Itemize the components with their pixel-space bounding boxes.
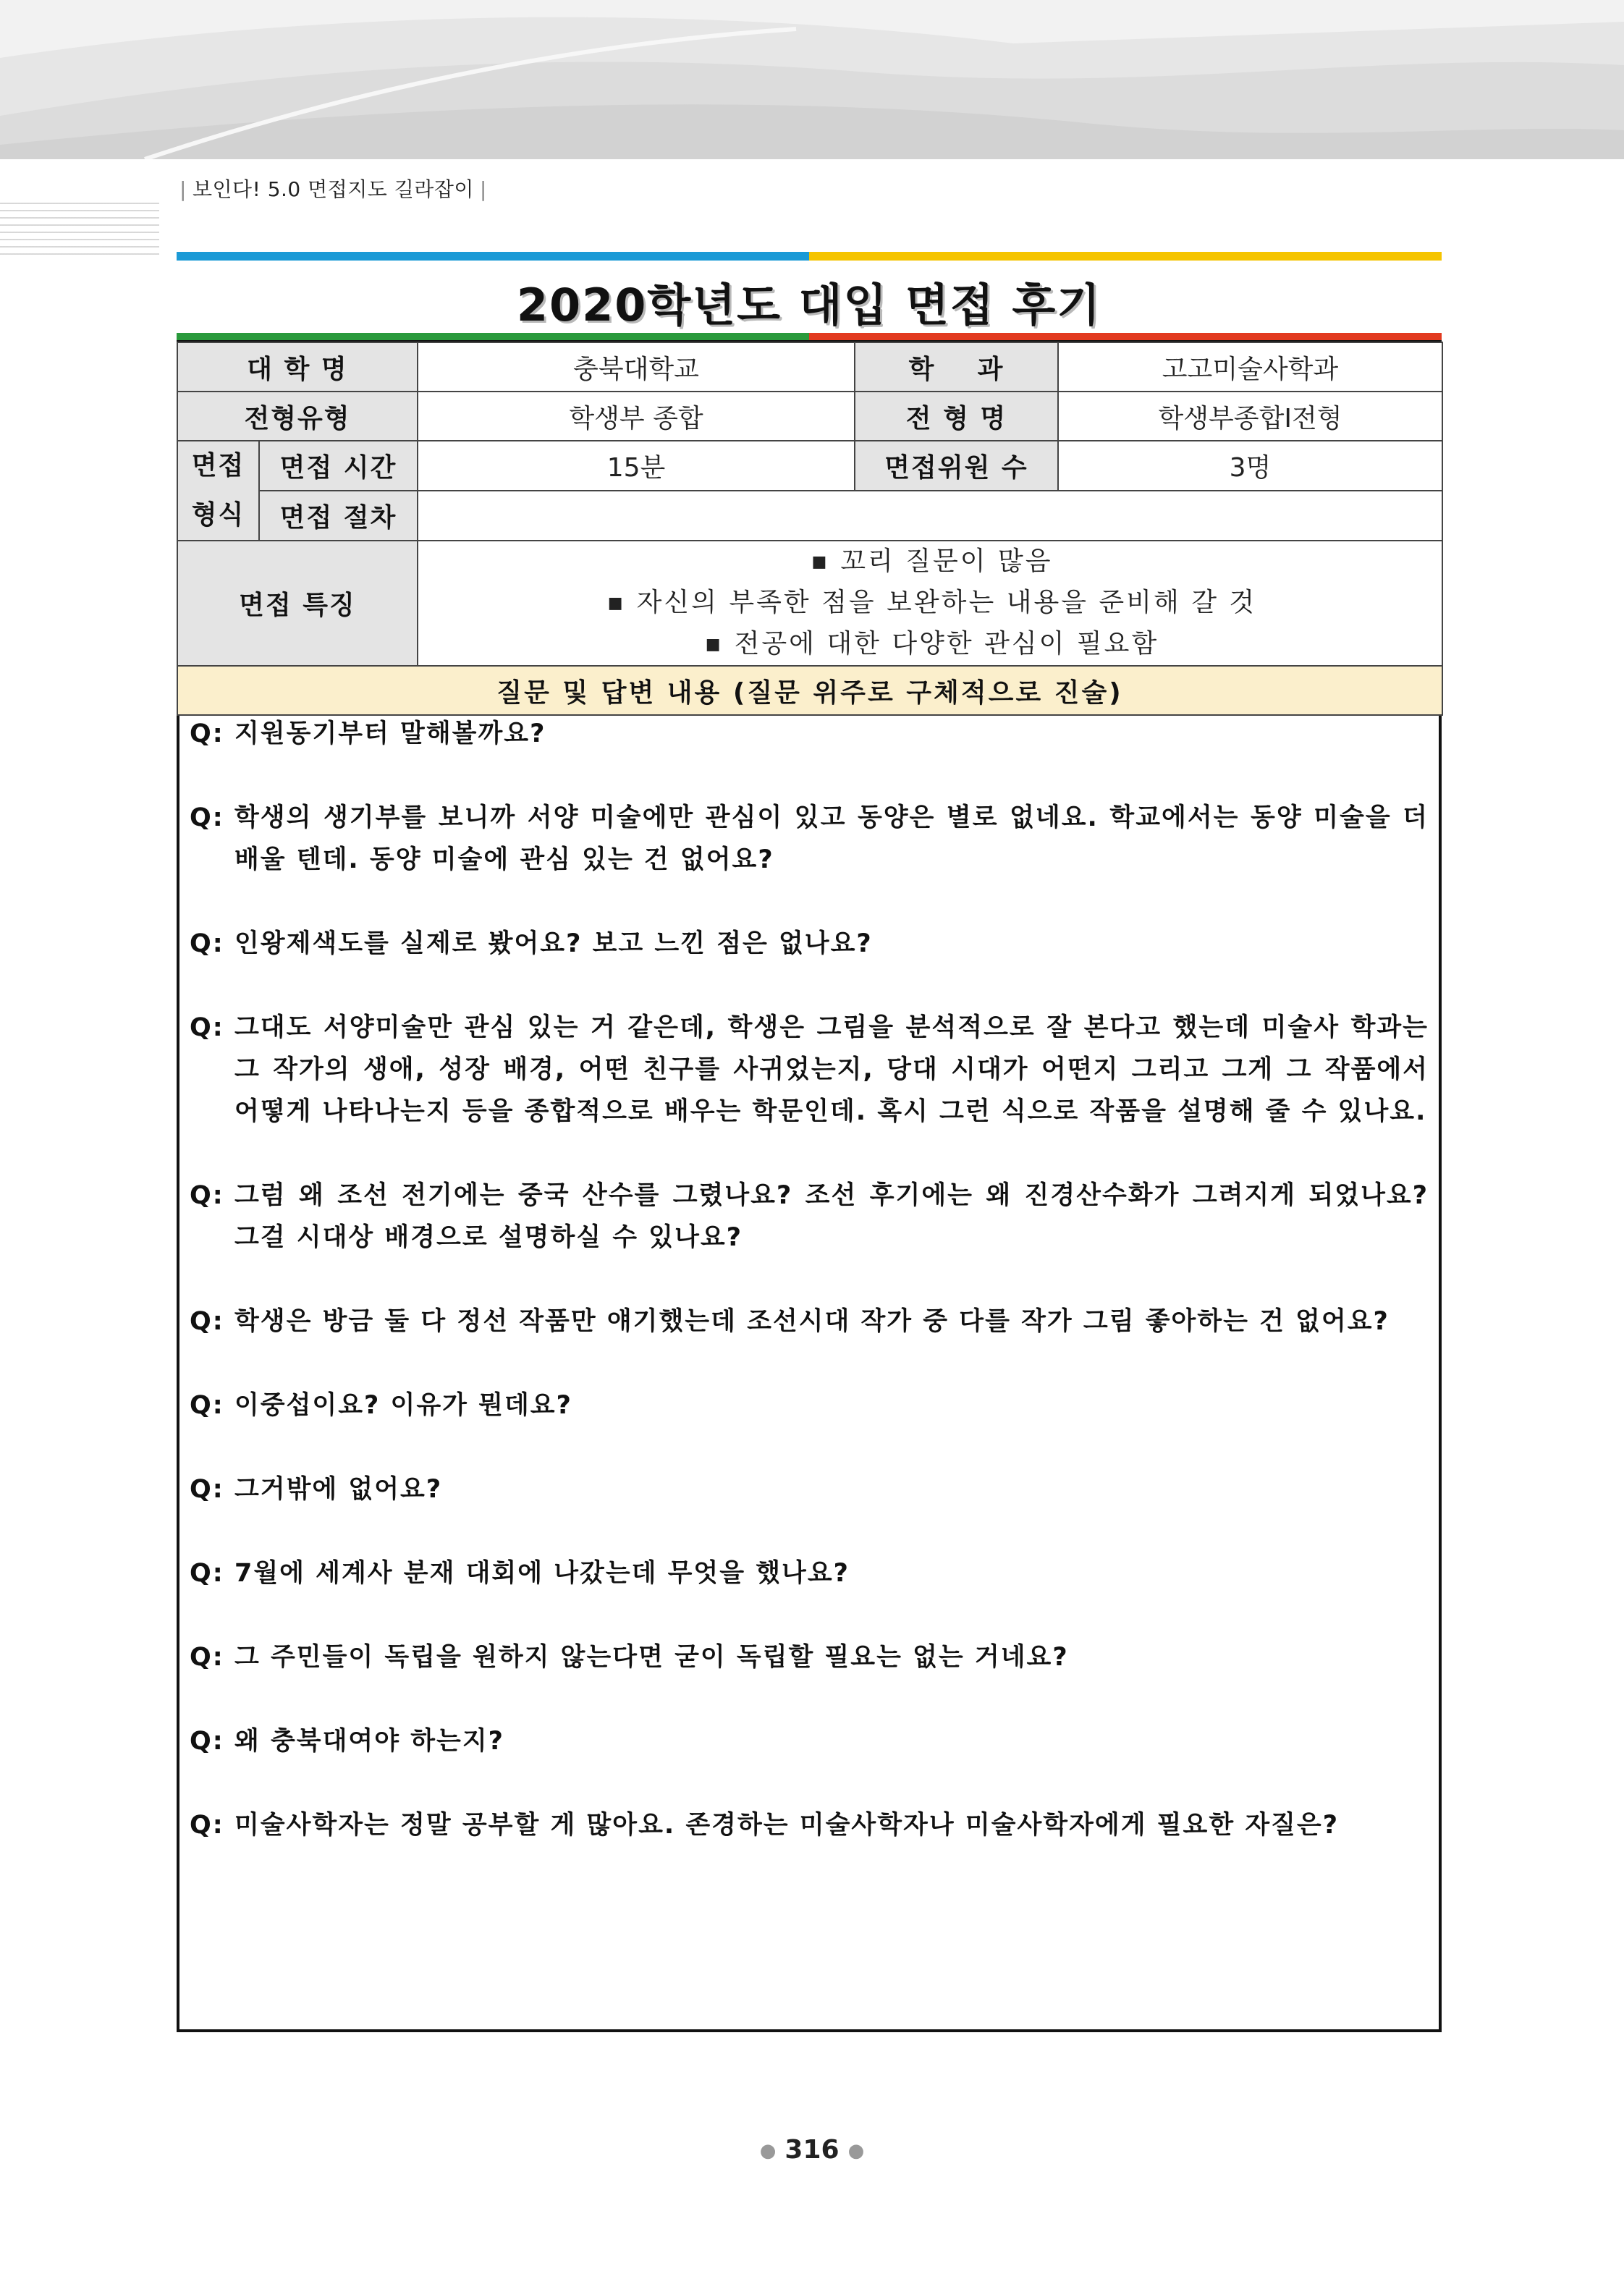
bullet-icon: ■ [811,553,829,571]
admission-name-value: 학생부종합Ⅰ전형 [1058,392,1442,441]
department-label: 학 과 [855,342,1058,392]
procedure-label: 면접 절차 [259,491,418,541]
list-item [423,583,1442,624]
features-list [418,541,1442,666]
header-side-stripes [0,203,159,261]
question-prefix: Q: [190,1013,224,1042]
feature-text: 꼬리 질문이 많음 [840,546,1053,576]
list-item [423,541,1442,583]
dot-icon: ● [847,2140,865,2162]
interviewers-label: 면접위원 수 [855,441,1058,491]
dot-icon: ● [759,2140,777,2162]
question-item [190,797,1429,881]
question-prefix: Q: [190,1727,224,1756]
question-item [190,1468,1429,1510]
table-row [177,666,1442,715]
time-value: 15분 [418,441,855,491]
question-prefix: Q: [190,1391,224,1420]
question-prefix: Q: [190,1307,224,1336]
question-item [190,1552,1429,1594]
bullet-icon: ■ [705,635,723,654]
page-number [0,2135,1624,2165]
qa-list [190,713,1429,1888]
question-text: 그대도 서양미술만 관심 있는 거 같은데, 학생은 그림을 분석적으로 잘 본다고 했는데 미술사 학과는 그 작가의 생애, 성장 배경, 어떤 친구를 사귀었는지, 당대 시대가 어떤지 그리고 그게 그 작품에서 어떻게 나타나는지 등을 종합적으로 배우는 학문인데. 혹시 그런 식으로 작품을 설명해 줄 수 있나요. [234,1013,1429,1126]
question-text: 그럼 왜 조선 전기에는 중국 산수를 그렸나요? 조선 후기에는 왜 진경산수화가 그려지게 되었나요? 그걸 시대상 배경으로 설명하실 수 있나요? [234,1181,1429,1252]
list-item [423,624,1442,665]
header-swoosh-graphic [0,0,1624,159]
question-text: 지원동기부터 말해볼까요? [234,719,546,748]
question-prefix: Q: [190,719,224,748]
qa-section-heading: 질문 및 답변 내용 (질문 위주로 구체적으로 진술) [177,666,1442,715]
question-item [190,1384,1429,1426]
bullet-icon: ■ [607,594,625,612]
question-text: 왜 충북대여야 하는지? [234,1727,504,1756]
question-text: 인왕제색도를 실제로 봤어요? 보고 느낀 점은 없나요? [234,929,873,958]
format-label-line-1: 면접 [191,451,245,481]
table-row [177,541,1442,666]
document-title: 2020학년도 대입 면접 후기 [516,279,1102,331]
question-prefix: Q: [190,1475,224,1504]
question-item [190,1175,1429,1259]
question-prefix: Q: [190,929,224,958]
table-row [177,441,1442,491]
format-label-line-2: 형식 [191,500,245,530]
question-item [190,713,1429,755]
question-item [190,1804,1429,1846]
question-text: 학생은 방금 둘 다 정선 작품만 얘기했는데 조선시대 작가 중 다를 작가 그림 좋아하는 건 없어요? [234,1307,1390,1336]
question-text: 미술사학자는 정말 공부할 게 많아요. 존경하는 미술사학자나 미술사학자에게 필요한 자질은? [234,1811,1340,1840]
interviewers-value: 3명 [1058,441,1442,491]
question-prefix: Q: [190,1559,224,1588]
question-prefix: Q: [190,803,224,832]
time-label: 면접 시간 [259,441,418,491]
title-bottom-rule [177,333,1442,340]
features-label: 면접 특징 [177,541,418,666]
table-row [177,342,1442,392]
department-value: 고고미술사학과 [1058,342,1442,392]
procedure-value [418,491,1442,541]
page-number-text: 316 [784,2135,840,2165]
question-text: 7월에 세계사 분재 대회에 나갔는데 무엇을 했나요? [234,1559,850,1588]
question-text: 학생의 생기부를 보니까 서양 미술에만 관심이 있고 동양은 별로 없네요. 학교에서는 동양 미술을 더 배울 텐데. 동양 미술에 관심 있는 건 없어요? [234,803,1429,874]
header-decoration [0,0,1624,159]
feature-text: 전공에 대한 다양한 관심이 필요함 [734,629,1159,659]
question-item [190,1301,1429,1343]
university-label: 대 학 명 [177,342,418,392]
question-item [190,1007,1429,1133]
feature-text: 자신의 부족한 점을 보완하는 내용을 준비해 갈 것 [636,588,1257,617]
question-text: 그 주민들이 독립을 원하지 않는다면 굳이 독립할 필요는 없는 거네요? [234,1643,1069,1672]
admission-name-label: 전 형 명 [855,392,1058,441]
question-item [190,1636,1429,1678]
university-value: 충북대학교 [418,342,855,392]
running-head-text: 보인다! 5.0 면접지도 길라잡이 [192,177,474,201]
admission-type-value: 학생부 종합 [418,392,855,441]
interview-info-table [177,342,1443,716]
question-text: 이중섭이요? 이유가 뭔데요? [234,1391,572,1420]
question-item [190,1720,1429,1762]
question-text: 그거밖에 없어요? [234,1475,443,1504]
table-row [177,392,1442,441]
admission-type-label: 전형유형 [177,392,418,441]
format-label [177,441,259,541]
question-prefix: Q: [190,1181,224,1210]
question-item [190,923,1429,965]
title-top-rule [177,252,1442,261]
running-head: | 보인다! 5.0 면접지도 길라잡이 | [179,177,487,201]
question-prefix: Q: [190,1811,224,1840]
table-row [177,491,1442,541]
question-prefix: Q: [190,1643,224,1672]
